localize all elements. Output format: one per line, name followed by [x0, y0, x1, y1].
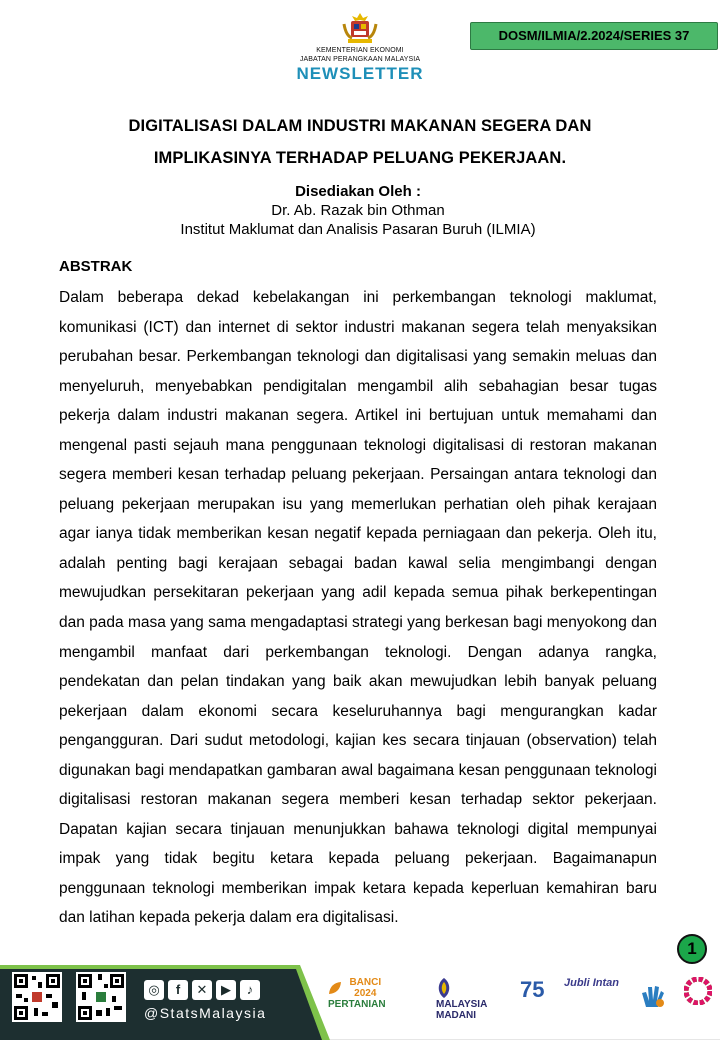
- series-badge: DOSM/ILMIA/2.2024/SERIES 37: [470, 22, 718, 50]
- abstract-heading: ABSTRAK: [59, 258, 133, 275]
- prepared-by-label: Disediakan Oleh :: [295, 183, 421, 200]
- facebook-icon[interactable]: f: [168, 980, 188, 1000]
- leaf-icon: [328, 981, 342, 995]
- newsletter-masthead: [292, 12, 428, 83]
- banci-pertanian-logo: BANCI 2024 PERTANIAN: [328, 977, 386, 1010]
- malaysia-crest-icon: [340, 12, 380, 46]
- instagram-icon[interactable]: ◎: [144, 980, 164, 1000]
- jubli-intan-logo: Jubli Intan: [564, 977, 619, 989]
- x-twitter-icon[interactable]: ✕: [192, 980, 212, 1000]
- hand-logo-icon: [638, 981, 668, 1011]
- social-handle[interactable]: @StatsMalaysia: [144, 1005, 267, 1021]
- department-name: JABATAN PERANGKAAN MALAYSIA: [299, 56, 421, 63]
- author-institution: Institut Maklumat dan Analisis Pasaran Buruh (ILMIA): [180, 221, 536, 238]
- tiktok-icon[interactable]: ♪: [240, 980, 260, 1000]
- footer-band: [0, 955, 720, 1040]
- ministry-name: KEMENTERIAN EKONOMI: [316, 47, 404, 54]
- qr-code-icon[interactable]: [76, 972, 126, 1022]
- madani-emblem-icon: [436, 977, 452, 999]
- malaysia-madani-logo: MALAYSIA MADANI: [436, 977, 487, 1021]
- youtube-icon[interactable]: ▶: [216, 980, 236, 1000]
- sdg-wheel-icon: [684, 977, 712, 1005]
- article-title-line-1: DIGITALISASI DALAM INDUSTRI MAKANAN SEGERA DAN: [128, 117, 592, 135]
- page-number: 1: [677, 934, 707, 964]
- qr-code-icon[interactable]: [12, 972, 62, 1022]
- social-icons: [144, 980, 264, 1000]
- abstract-text: Dalam beberapa dekad kebelakangan ini perkembangan teknologi maklumat, komunikasi (ICT) dan internet di sektor industri makanan segera telah menyaksikan perubahan besar. Perkembangan teknologi dan digitalisasi yang semakin meluas dan menyeluruh, menyebabkan pendigitalan mengambil alih sebahagian besar tugas pekerja dalam industri makanan segera. Artikel ini bertujuan untuk memahami dan mengenal pasti sejauh mana penggunaan teknologi digitalisasi di restoran makanan segera memberi kesan terhadap peluang pekerjaan. Persaingan antara teknologi dan peluang pekerjaan merupakan isu yang memerlukan perhatian oleh pihak kerajaan agar ianya tidak memberikan kesan negatif kepada perniagaan dan pekerja. Oleh itu, adalah penting bagi kerajaan sebagai badan kawal selia mengimbangi dengan mewujudkan persekitaran pekerjaan yang adil kepada semua pihak berkepentingan dan pada masa yang sama mengadaptasi strategi yang berkesan bagi menyokong dan mengambil manfaat dari perkembangan teknologi. Dengan adanya rangka, pendekatan dan pelan tindakan yang baik akan mewujudkan lebih banyak peluang pekerjaan dalam ekonomi secara keseluruhannya bagi mengurangkan kadar pengangguran. Dari sudut metodologi, kajian kes secara tinjauan (observation) telah digunakan bagi mendapatkan gambaran awal bagaimana kesan penggunaan teknologi digitalisasi restoran makanan segera memberi kesan terhadap sektor pekerjaan. Dapatan kajian secara tinjauan menunjukkan bahawa teknologi digital mempunyai impak yang tidak begitu ketara kepada peluang pekerjaan. Bagaimanapun penggunaan teknologi memberikan impak ketara kepada keperluan kemahiran baru dan latihan kepada pekerja dalam era digitalisasi.: [59, 289, 658, 927]
- article-title-line-2: IMPLIKASINYA TERHADAP PELUANG PEKERJAAN.: [153, 149, 567, 167]
- author-name: Dr. Ab. Razak bin Othman: [271, 202, 445, 219]
- newsletter-label: NEWSLETTER: [296, 64, 424, 83]
- byline: [60, 182, 656, 239]
- dosm-75-logo: 75: [520, 977, 545, 1002]
